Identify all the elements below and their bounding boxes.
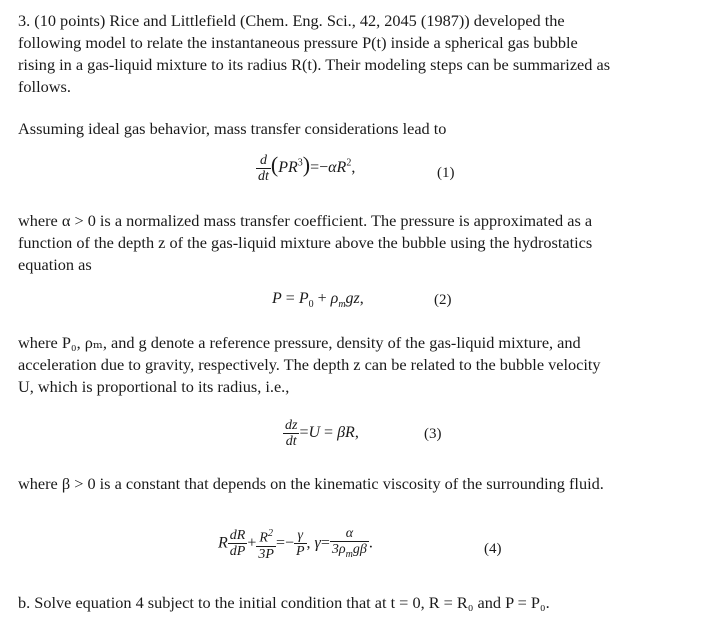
where-beta-text: where β > 0 is a constant that depends on the kinematic viscosity of the surrounding fluid. — [18, 474, 604, 493]
where-alpha-text: where α > 0 is a normalized mass transfer coefficient. The pressure is approximated as a function of the depth z of the gas-liquid mixture above the bubble using the hydrostatics equation as — [18, 211, 593, 274]
problem-intro: 3. (10 points) Rice and Littlefield (Chem. Eng. Sci., 42, 2045 (1987)) developed the following model to relate the instantaneous pressure P(t) inside a spherical gas bubble rising in a gas-liquid mixture to its radius R(t). Their modeling steps can be summarized as follows. — [18, 11, 611, 96]
equation-2: $P = P_0 + \rho_mgz$, — [272, 290, 364, 311]
equation-3-number: (3) — [424, 426, 442, 442]
equation-3: $\frac{dz}{dt}$ =U = βR, — [285, 418, 359, 449]
part-b-question: b. Solve equation 4 subject to the initial condition that at t = 0, R = R₀ and P = P₀. — [18, 593, 550, 612]
equation-4: R $\frac{dR}{dP}$ + $\frac{R^2}{3P}$ =− $\frac{\gamma}{P}$ , γ= $\frac{\alpha}{3\rho_mg\beta}$ . — [218, 526, 373, 562]
equation-1-number: (1) — [437, 165, 455, 181]
equation-2-number: (2) — [434, 292, 452, 308]
assumption-text: Assuming ideal gas behavior, mass transfer considerations lead to — [18, 119, 447, 138]
equation-1: $\frac{d}{dt}$ $(PR^3)=-\alpha R^2$, — [258, 152, 356, 184]
equation-4-number: (4) — [484, 541, 502, 557]
where-pressure-text: where P₀, ρₘ, and g denote a reference pressure, density of the gas-liquid mixture, and acceleration due to gravity, respectively. The depth z can be related to the bubble velocity U, which is proportional to its radius, i.e., — [18, 333, 601, 396]
